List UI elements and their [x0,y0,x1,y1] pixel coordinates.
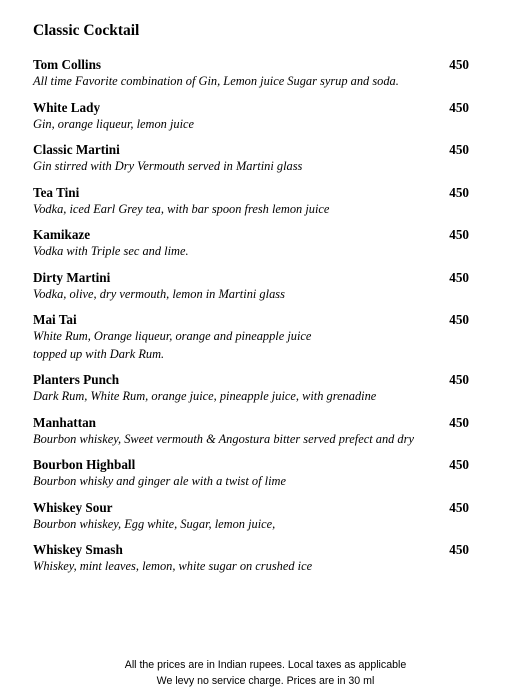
item-description: All time Favorite combination of Gin, Lemon juice Sugar syrup and soda. [33,74,399,88]
item-name: Bourbon Highball [33,457,136,472]
item-description: Bourbon whisky and ginger ale with a twist of lime [33,474,286,488]
menu-item [33,141,469,176]
item-price: 450 [449,184,469,200]
item-price: 450 [449,269,469,285]
item-price: 450 [449,57,469,72]
footer-line-prices: All the prices are in Indian rupees. Local taxes as applicable [124,659,407,671]
item-price: 450 [449,414,469,430]
menu-footer [0,657,521,689]
item-price: 450 [449,99,469,115]
menu-item-header [33,414,469,431]
item-name: Tea Tini [33,184,80,200]
item-name: Dirty Martini [33,269,111,285]
item-name: Planters Punch [33,372,120,387]
item-name: Classic Martini [33,142,120,157]
item-description: Vodka, iced Earl Grey tea, with bar spoon fresh lemon juice [33,201,330,216]
item-price: 450 [449,142,469,157]
item-name: Tom Collins [33,57,102,72]
menu-item [33,269,469,304]
menu-item-header [33,269,469,286]
item-price: 450 [449,372,469,387]
item-description: Whiskey, mint leaves, lemon, white sugar on crushed ice [33,559,313,573]
item-name: White Lady [33,99,101,115]
item-price: 450 [449,227,469,242]
section-title: Classic Cocktail [33,22,140,39]
item-name: Whiskey Sour [33,499,113,515]
menu-item-header [33,99,469,116]
item-price: 450 [449,542,469,557]
item-description: Vodka with Triple sec and lime. [33,244,189,258]
menu-item-header [33,371,469,388]
menu-item [33,456,469,491]
menu-item [33,414,469,449]
menu-item-header [33,184,469,201]
item-description: Bourbon whiskey, Sweet vermouth & Angostura bitter served prefect and dry [33,431,414,446]
menu-item-header [33,226,469,243]
menu-item [33,99,469,134]
menu-item-header [33,141,469,158]
item-price: 450 [449,499,469,515]
menu-item-header [33,456,469,473]
item-description: White Rum, Orange liqueur, orange and pineapple juice [33,329,312,343]
item-description: Gin stirred with Dry Vermouth served in Martini glass [33,159,303,173]
menu-item-header [33,499,469,516]
item-description: Dark Rum, White Rum, orange juice, pineapple juice, with grenadine [33,389,377,403]
menu-item-header [33,541,469,558]
menu-item-header [33,311,469,328]
menu-item [33,226,469,261]
menu-item [33,371,469,406]
footer-line-service: We levy no service charge. Prices are in 30 ml [156,675,375,687]
item-price: 450 [449,457,469,472]
menu-item [33,541,469,576]
cocktail-menu [33,21,469,584]
menu-item-header [33,56,469,73]
menu-item-list [33,56,469,576]
item-name: Manhattan [33,414,97,430]
item-name: Mai Tai [33,312,77,327]
item-description: Bourbon whiskey, Egg white, Sugar, lemon juice, [33,516,276,531]
item-description: topped up with Dark Rum. [33,346,165,361]
menu-item [33,56,469,91]
item-description: Gin, orange liqueur, lemon juice [33,116,195,131]
item-name: Kamikaze [33,227,91,242]
item-name: Whiskey Smash [33,542,123,557]
item-price: 450 [449,312,469,327]
menu-item [33,184,469,219]
menu-item [33,499,469,534]
item-description: Vodka, olive, dry vermouth, lemon in Martini glass [33,286,285,301]
menu-item [33,311,469,363]
